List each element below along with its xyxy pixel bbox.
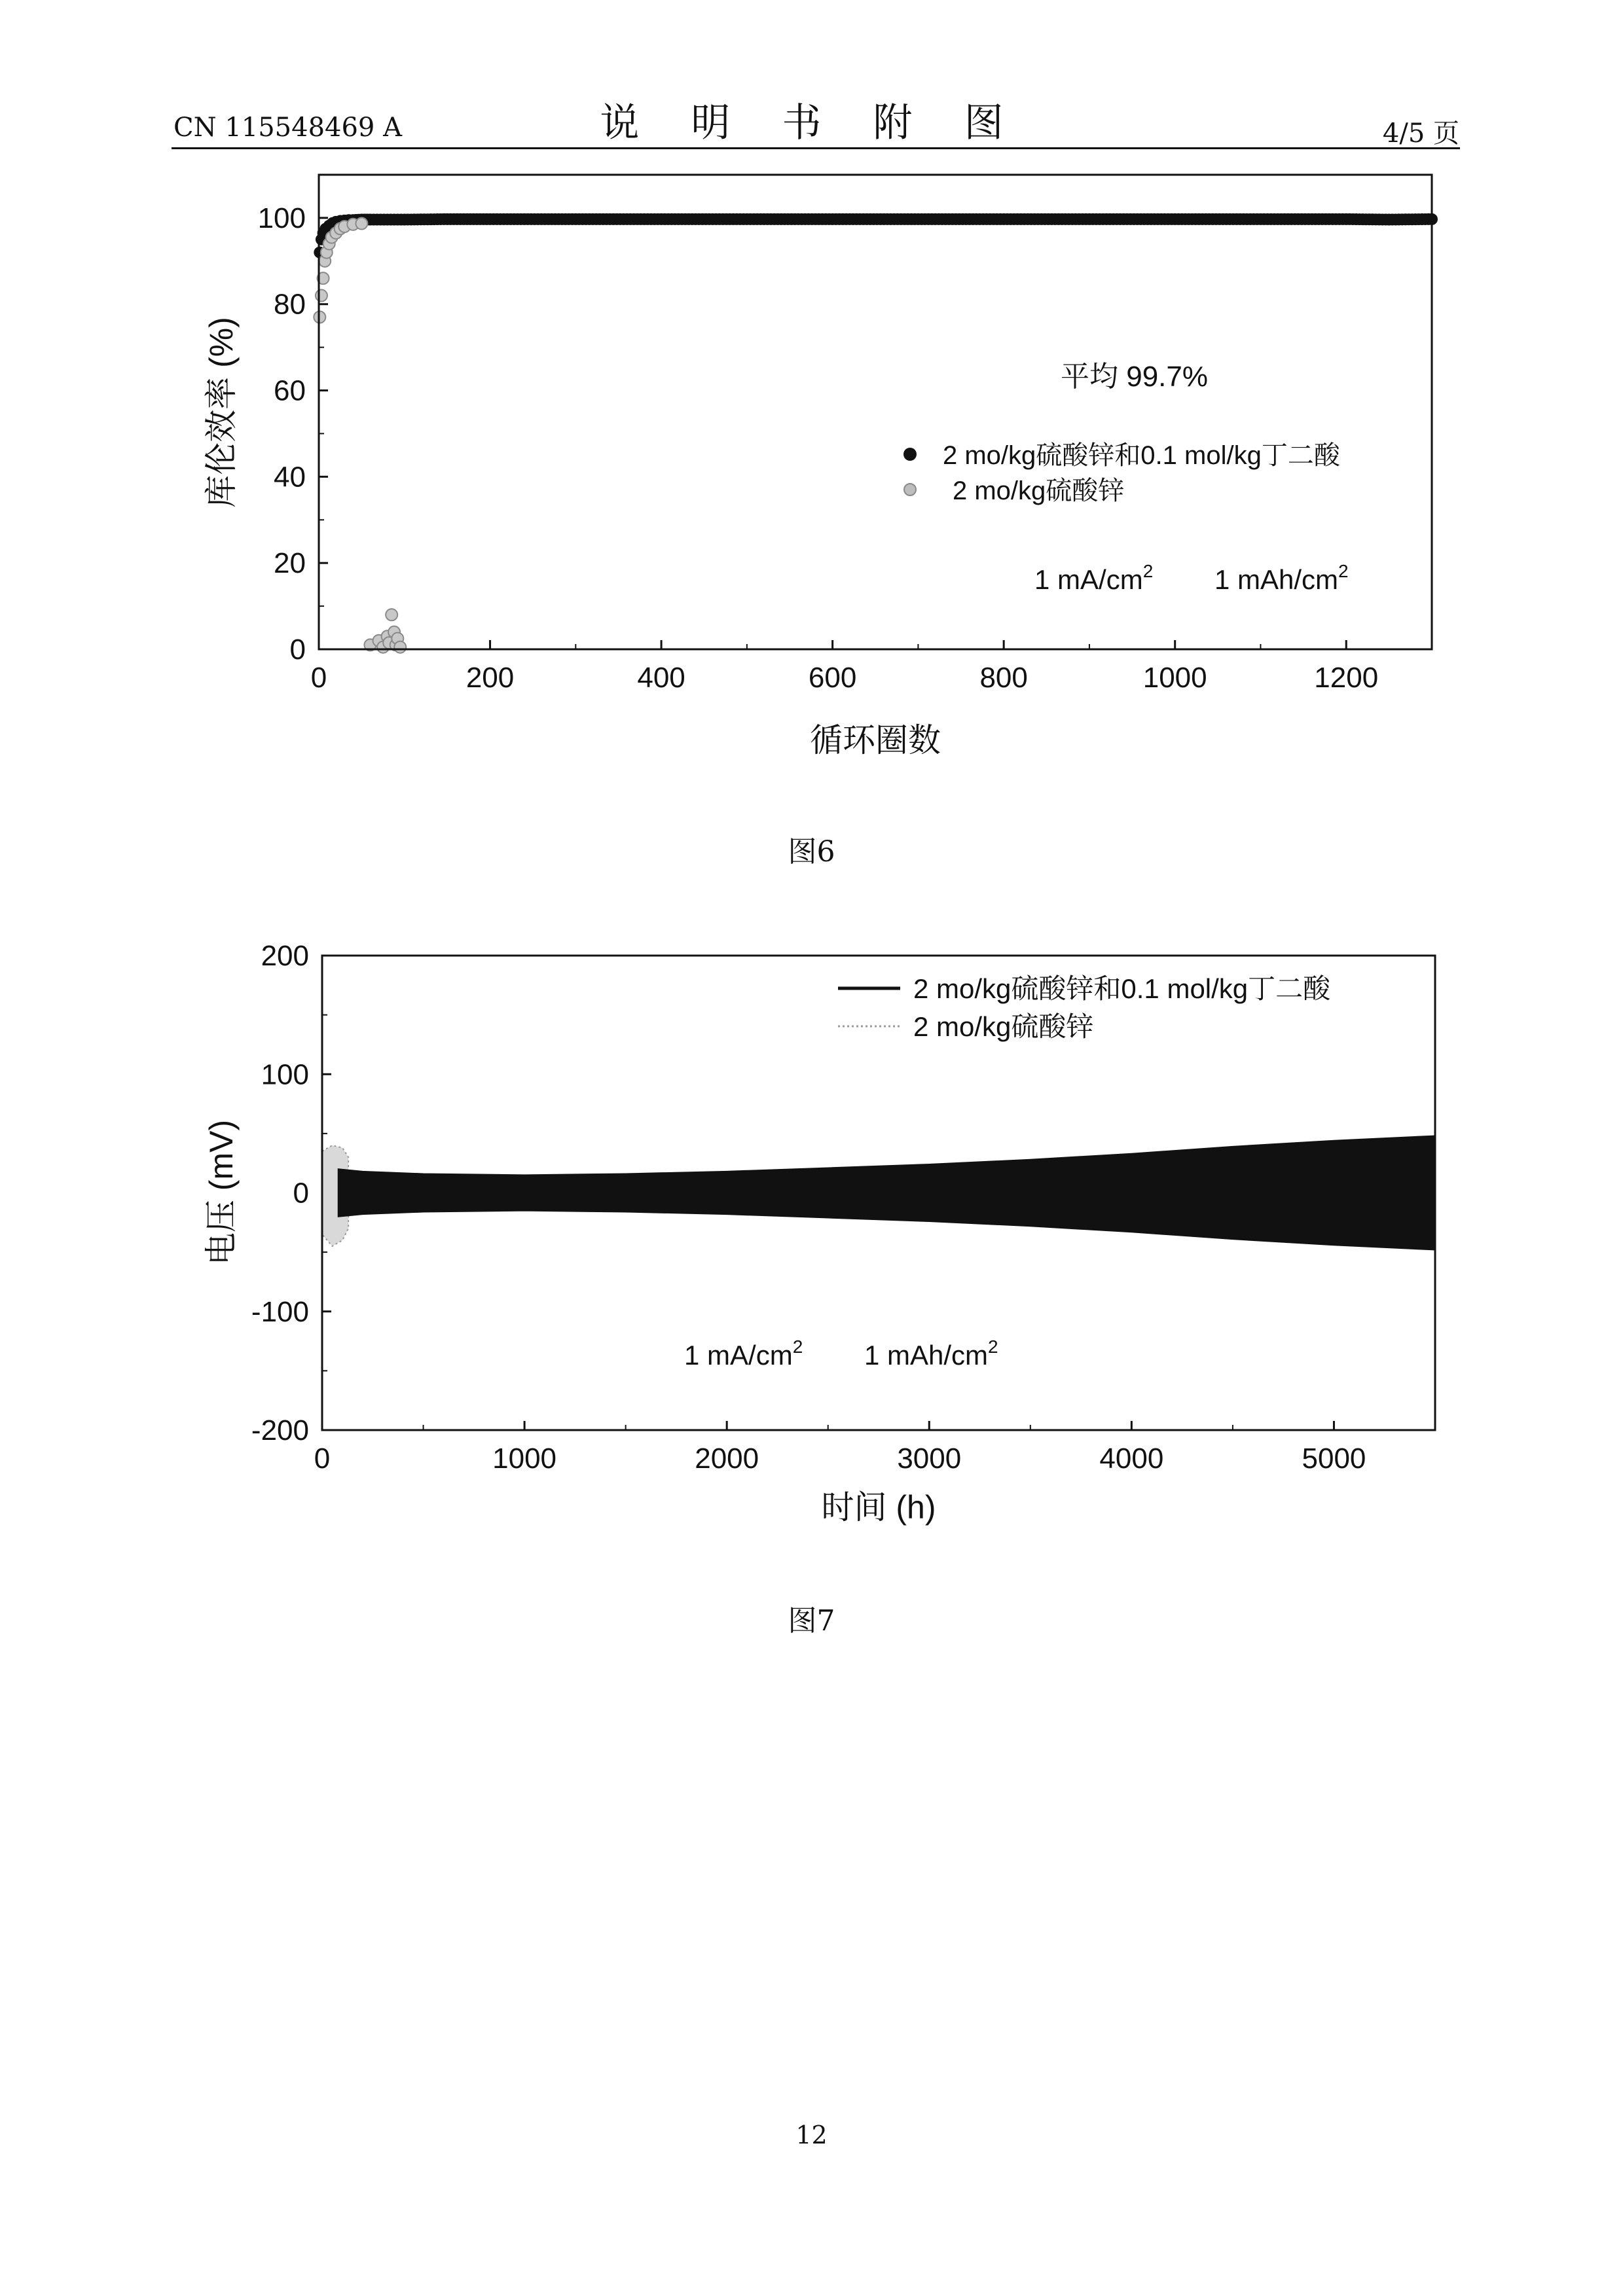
figure-6-capacity-superscript: 2 [1338, 561, 1349, 581]
figure-7-x-tick-label: 0 [314, 1443, 331, 1475]
figure-6-x-tick-label: 1000 [1142, 662, 1207, 694]
legend-marker-zinc-sulfate [904, 484, 916, 495]
data-point-zinc-sulfate [316, 290, 327, 302]
figure-6-y-tick-label: 20 [274, 547, 306, 580]
figure-6-y-tick-label: 0 [289, 634, 306, 666]
page-number: 12 [795, 2121, 828, 2149]
figure-6-caption: 图6 [788, 835, 835, 869]
figure-7-series-group [322, 1136, 1435, 1250]
figure-6-y-tick-label: 80 [274, 288, 306, 321]
figure-7-x-axis-label: 时间 (h) [821, 1489, 936, 1526]
figure-7-y-tick-label: -100 [251, 1295, 309, 1328]
figure-7-x-tick-label: 4000 [1099, 1443, 1164, 1475]
figure-7-areal-capacity: 1 mAh/cm [864, 1340, 989, 1371]
figure-6-x-axis-label: 循环圈数 [810, 722, 941, 759]
data-point-zinc-sulfate [386, 609, 397, 620]
figure-7-condition-annotation [684, 1328, 998, 1371]
figure-6-x-tick-label: 200 [465, 662, 515, 694]
header-divider [172, 147, 1460, 149]
figure-6-x-tick-label: 800 [979, 662, 1028, 694]
figure-6-areal-capacity: 1 mAh/cm [1214, 564, 1339, 595]
figure-7-y-tick-label: 100 [261, 1058, 309, 1091]
figure-7-y-axis-label: 电压 (mV) [203, 1119, 240, 1266]
legend-label-succinic-acid: 2 mo/kg硫酸锌和0.1 mol/kg丁二酸 [943, 441, 1340, 470]
figure-7-x-tick-label: 1000 [492, 1443, 557, 1475]
figure-7-current-density: 1 mA/cm [684, 1340, 793, 1371]
data-point-zinc-sulfate [356, 217, 367, 229]
figure-7-chart [0, 929, 1623, 1558]
series-succinic-acid-envelope [338, 1136, 1435, 1250]
publication-number: CN 115548469 A [173, 113, 402, 143]
figure-7-capacity-superscript: 2 [988, 1336, 998, 1357]
series-zinc-sulfate-points [314, 217, 406, 653]
document-section-title: 说 明 书 附 图 [600, 100, 1023, 146]
data-point-zinc-sulfate [394, 641, 406, 653]
legend-label-succinic-acid-voltage: 2 mo/kg硫酸锌和0.1 mol/kg丁二酸 [913, 973, 1331, 1004]
figure-7-x-tick-label: 3000 [897, 1443, 962, 1475]
series-succinic-acid-points [314, 213, 1438, 259]
figure-6-condition-annotation [1034, 552, 1349, 595]
figure-6-current-superscript: 2 [1142, 561, 1154, 581]
figure-6-chart [0, 157, 1623, 812]
figure-6-x-tick-label: 600 [808, 662, 857, 694]
figure-6-y-tick-label: 40 [274, 461, 306, 493]
legend-label-zinc-sulfate: 2 mo/kg硫酸锌 [953, 476, 1125, 505]
figure-7-x-tick-label: 2000 [695, 1443, 759, 1475]
page-indicator: 4/5 页 [1382, 118, 1459, 149]
legend-marker-succinic-acid [903, 448, 917, 461]
figure-6-x-tick-label: 1200 [1314, 662, 1379, 694]
figure-7-y-tick-label: 0 [293, 1177, 309, 1210]
legend-label-zinc-sulfate-voltage: 2 mo/kg硫酸锌 [913, 1011, 1094, 1042]
figure-7-y-tick-label: -200 [251, 1414, 309, 1446]
figure-7-x-tick-label: 5000 [1302, 1443, 1366, 1475]
figure-6-current-density: 1 mA/cm [1034, 564, 1143, 595]
figure-6-y-axis-label: 库伦效率 (%) [203, 317, 240, 508]
figure-6-average-annotation: 平均 99.7% [1061, 361, 1208, 393]
figure-7-current-superscript: 2 [792, 1336, 803, 1357]
figure-6-x-tick-label: 0 [310, 662, 327, 694]
figure-6-y-tick-label: 100 [257, 202, 306, 234]
figure-7-caption: 图7 [788, 1604, 835, 1638]
figure-6-y-tick-label: 60 [274, 374, 306, 407]
figure-7-y-tick-label: 200 [261, 940, 309, 972]
figure-6-x-tick-label: 400 [637, 662, 685, 694]
